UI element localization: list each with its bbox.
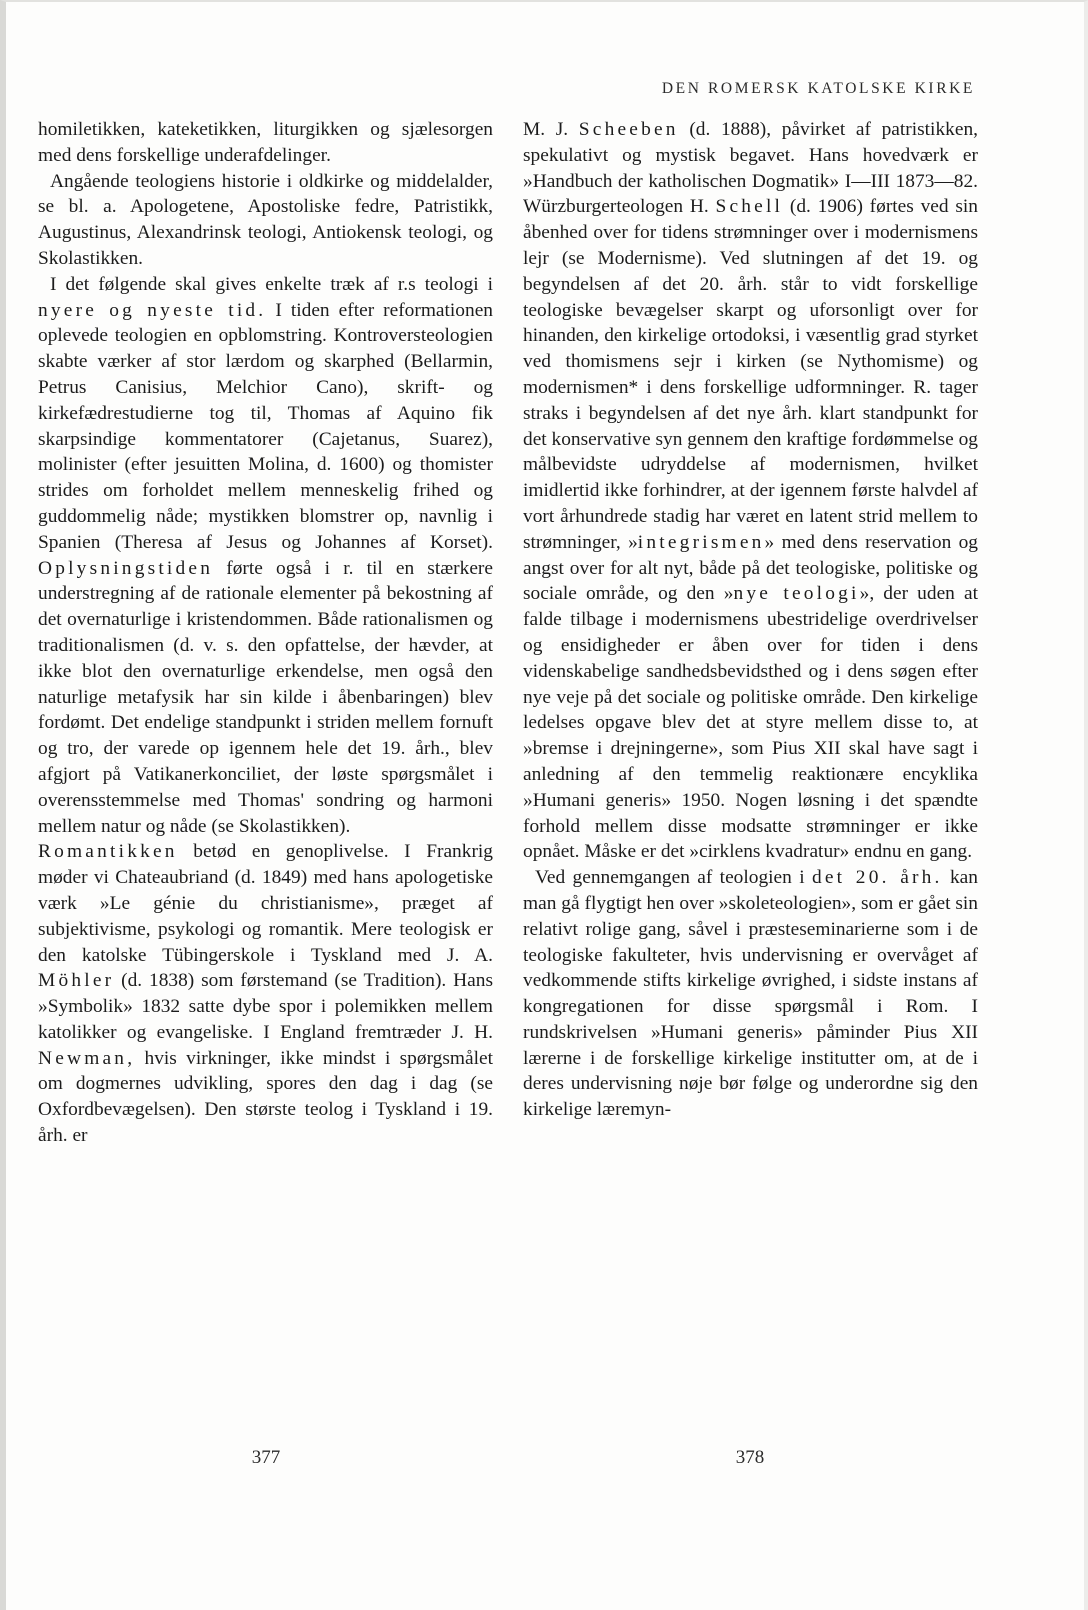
right-p1-text-e: », der uden at falde tilbage i modernismens ubestridelige overdrivelser og ensidigheder er åben over for tiden i dens videnskabelige sandhedsbevidsthed og i dens søgen efter nye veje på det sociale og politiske område. Den kirkelige ledelses opgave blev det at styre mellem disse to, at »bremse i drejningerne», som Pius XII skal have sagt i anledning af den temmelig reaktionære encyklika »Humani generis» 1950. Nogen løsning i det spændte forhold mellem disse modsatte strømninger er ikke opnået. Måske er det »cirklens kvadratur» endnu en gang. <box>523 583 978 863</box>
left-p3-text-b: I tiden efter reformationen oplevede teologien en opblomstring. Kontroversteologien skabte værker af stor lærdom og skarphed (Bellarmin, Petrus Canisius, Melchior Cano), skrift- og kirkefædrestudierne tog til, Thomas af Aquino fik skarpsindige kommentatorer (Cajetanus, Suarez), molinister (efter jesuitten Molina, d. 1600) og thomister strides om forholdet mellem menneskelig frihed og guddommelig nåde; mystikken blomstrer op, navnlig i Spanien (Theresa af Jesus og Johannes af Korset). <box>38 299 493 553</box>
spaced-term-nye-teologi: nye teologi <box>733 583 860 605</box>
spaced-term-newman: Newman, <box>38 1047 136 1069</box>
left-p4-text-c: hvis virkninger, ikke mindst i spørgsmålet om dogmernes udvikling, spores den dag i dag (se Oxfordbevægelsen). Den største teolog i Tyskland i 19. årh. er <box>38 1047 493 1147</box>
page-number-right: 378 <box>735 1447 765 1468</box>
right-p1-text-c: (d. 1906) førtes ved sin åbenhed over for tidens strømninger over i modernismens lejr (se Modernisme). Ved slutningen af det 19. og begyndelsen af det 20. årh. står to vidt forskellige teologiske bevægelser skarpt og uforsonligt over for hinanden, den kirkelige ortodoksi, i væsentlig grad styrket ved thomismens sejr i kirken (se Nythomisme) og modernismen* i dens forskellige udformninger. R. tager straks i begyndelsen af det nye årh. klart standpunkt for det konservative syn gennem den kraftige fordømmelse og målbevidste udryddelse af modernismen, hvilket imidlertid ikke forhindrer, at der igennem første halvdel af vort århundrede stadig har været en latent strid mellem to strømninger, » <box>523 196 979 553</box>
right-paragraph-2 <box>523 865 978 1123</box>
left-p4-text-a: betød en genoplivelse. I Frankrig møder vi Chateaubriand (d. 1849) med hans apologetiske værk »Le génie du christianisme», præget af subjektivisme, psykologi og romantik. Mere teologisk er den katolske Tübingerskole i Tyskland med J. A. <box>38 841 493 966</box>
left-paragraph-3 <box>38 272 493 840</box>
left-p3-text-a: I det følgende skal gives enkelte træk af r.s teologi i <box>50 273 493 295</box>
left-column <box>38 117 493 1149</box>
right-column <box>523 117 978 1123</box>
right-p2-text-b: kan man gå flygtigt hen over »skoleteologien», som er gået sin relativt rolige gang, såvel i præsteseminarierne som i de teologiske fakulteter, hvis undervisning er overvåget af vedkommende stifts kirkelige øvrighed, i sidste instans af kongregationen for disse spørgsmål i Rom. I rundskrivelsen »Humani generis» påminder Pius XII lærerne i de forskellige kirkelige institutter om, at de i deres undervisning nøje bør følge og underordne sig den kirkelige læremyn- <box>523 867 978 1121</box>
right-p2-text-a: Ved gennemgangen af teologien i <box>535 867 812 889</box>
page-number-left: 377 <box>251 1447 281 1468</box>
spaced-term-scheeben: Scheeben <box>578 119 679 140</box>
spaced-term-nyere: nyere og nyeste tid. <box>38 299 267 321</box>
spaced-term-romantikken: Romantikken <box>38 841 178 863</box>
right-p1-text-b: (d. 1888), påvirket af patristikken, spekulativt og mystisk begavet. Hans hovedværk er »Handbuch der katholischen Dogmatik» I—III 1873—82. Würzburgerteologen H. <box>523 119 978 218</box>
running-head: DEN ROMERSK KATOLSKE KIRKE <box>661 80 975 97</box>
left-paragraph-4 <box>38 839 493 1149</box>
spaced-term-det-20-arh: det 20. årh. <box>811 867 943 889</box>
spaced-term-oplysningstiden: Oplysningstiden <box>38 557 214 579</box>
spaced-term-schell: Schell <box>715 196 784 218</box>
right-paragraph-1 <box>523 117 978 865</box>
left-paragraph-1: homiletikken, kateketikken, liturgikken og sjælesorgen med dens forskellige underafdelinger. <box>38 119 493 166</box>
spaced-term-mohler: Möhler <box>38 970 115 992</box>
left-p4-text-b: (d. 1838) som førstemand (se Tradition). Hans »Symbolik» 1832 satte dybe spor i polemikken mellem katolikker og evangeliske. I England fremtræder J. H. <box>38 970 493 1043</box>
right-p1-text-d: » med dens reservation og angst over for alt nyt, både på det teologiske, politiske og sociale område, og den » <box>523 531 978 605</box>
left-p3-text-c: førte også i r. til en stærkere understregning af de rationale elementer på bekostning af det overnaturlige i kristendommen. Både rationalismen og traditionalismen (d. v. s. den opfattelse, der hævder, at ikke blot den overnaturlige erkendelse, men også den naturlige metafysik har sin kilde i åbenbaringen) blev fordømt. Det endelige standpunkt i striden mellem fornuft og tro, der varede op igennem hele det 19. årh., blev afgjort på Vatikanerkonciliet, der løste spørgsmålet i overensstemmelse med Thomas' sondring og harmoni mellem natur og nåde (se Skolastikken). <box>38 557 493 837</box>
left-paragraph-2: Angående teologiens historie i oldkirke og middelalder, se bl. a. Apologetene, Apostoliske fedre, Patristikk, Augustinus, Alexandrinsk teologi, Antiokensk teologi, og Skolastikken. <box>38 170 493 269</box>
spaced-term-integrismen: integrismen <box>637 531 765 553</box>
right-p1-text-a: M. J. <box>523 119 579 140</box>
